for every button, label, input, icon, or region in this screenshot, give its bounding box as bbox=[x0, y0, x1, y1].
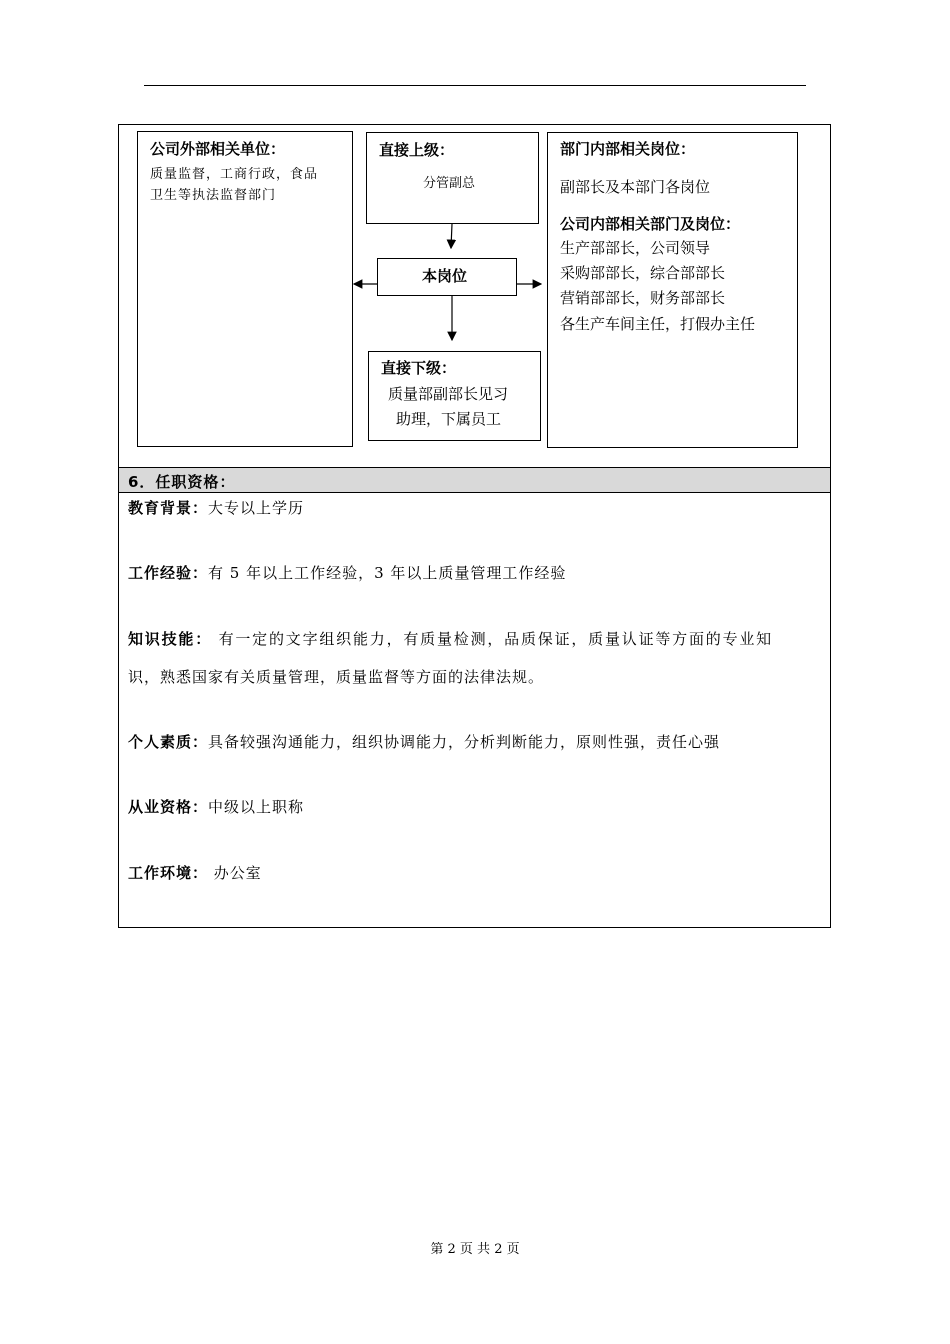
external-units-title: 公司外部相关单位： bbox=[150, 140, 286, 158]
company-positions-item: 各生产车间主任，打假办主任 bbox=[560, 315, 756, 333]
internal-positions-title: 部门内部相关岗位： bbox=[560, 140, 696, 158]
superior-title: 直接上级： bbox=[379, 141, 455, 159]
certification-label: 从业资格： bbox=[128, 798, 209, 816]
arrow-to-position bbox=[451, 224, 452, 248]
company-positions-item: 采购部部长，综合部部长 bbox=[560, 264, 726, 282]
experience-row bbox=[128, 562, 566, 583]
personal-row bbox=[128, 731, 720, 752]
education-row bbox=[128, 497, 304, 518]
external-units-line1: 质量监督，工商行政，食品 bbox=[150, 167, 319, 182]
subordinate-line2: 助理，下属员工 bbox=[396, 410, 502, 428]
external-units-line2: 卫生等执法监督部门 bbox=[150, 188, 277, 203]
personal-value: 具备较强沟通能力，组织协调能力，分析判断能力，原则性强，责任心强 bbox=[208, 733, 721, 751]
subordinate-line1: 质量部副部长见习 bbox=[388, 385, 509, 403]
knowledge-row bbox=[128, 628, 773, 649]
superior-value: 分管副总 bbox=[423, 176, 476, 191]
experience-label: 工作经验： bbox=[128, 564, 209, 582]
certification-row bbox=[128, 796, 304, 817]
section-title: 6．任职资格： bbox=[128, 473, 236, 491]
environment-label: 工作环境： bbox=[128, 864, 209, 882]
certification-value: 中级以上职称 bbox=[208, 798, 305, 816]
company-positions-title: 公司内部相关部门及岗位： bbox=[560, 215, 741, 233]
environment-value: 办公室 bbox=[208, 864, 262, 882]
knowledge-value-line2: 识，熟悉国家有关质量管理，质量监督等方面的法律法规。 bbox=[128, 668, 545, 686]
company-positions-item: 营销部部长，财务部部长 bbox=[560, 289, 726, 307]
company-positions-item: 生产部部长，公司领导 bbox=[560, 239, 711, 257]
current-position-title: 本岗位 bbox=[422, 267, 468, 285]
environment-row bbox=[128, 862, 262, 883]
section-header bbox=[119, 467, 830, 493]
education-value: 大专以上学历 bbox=[208, 499, 305, 517]
internal-positions-value: 副部长及本部门各岗位 bbox=[560, 178, 711, 196]
subordinate-title: 直接下级： bbox=[381, 359, 457, 377]
page-footer: 第 2 页 共 2 页 bbox=[430, 1242, 520, 1257]
personal-label: 个人素质： bbox=[128, 733, 209, 751]
education-label: 教育背景： bbox=[128, 499, 209, 517]
knowledge-label: 知识技能： bbox=[128, 630, 213, 648]
experience-value: 有 5 年以上工作经验，3 年以上质量管理工作经验 bbox=[208, 564, 567, 582]
knowledge-value-line1: 有一定的文字组织能力，有质量检测，品质保证，质量认证等方面的专业知 bbox=[212, 630, 773, 648]
knowledge-row-continued bbox=[128, 666, 544, 687]
